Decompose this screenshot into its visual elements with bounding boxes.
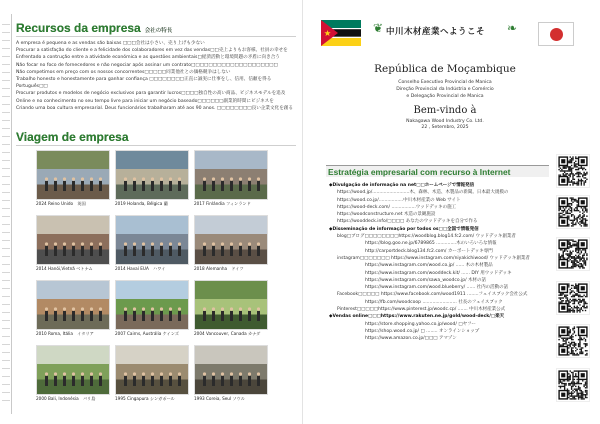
- link-row[interactable]: https://wood.jp/..........................木、森林、木造、木製品の新聞。日本最大規模の: [337, 190, 509, 196]
- divider: [16, 36, 296, 37]
- trip-photo-card: [115, 280, 189, 337]
- right-page: [309, 8, 594, 418]
- trip-photo-caption: 2017 Finlândia フィンランド: [194, 201, 251, 206]
- qr-code-icon[interactable]: [556, 281, 590, 315]
- council-line: Conselho Executivo Provincial de Manica: [398, 80, 492, 85]
- trip-photo-card: [115, 215, 189, 272]
- left-margin-marks: [2, 24, 10, 404]
- trip-photo: [36, 345, 110, 395]
- link-section-heading: ◆Divulgação de informação na net□□ホームページで情報発信: [329, 183, 475, 188]
- trip-photo-card: [194, 345, 268, 402]
- trip-photo-card: [36, 345, 110, 402]
- link-row[interactable]: https://fb.com/woodcoop ........................ 社長のフェイスブック: [365, 299, 503, 305]
- trip-photo-caption: 2004 Vancouver, Canada カナダ: [194, 331, 261, 336]
- link-section-heading: ◆Disseminação de informação por todos os□□全国で情報発信: [329, 226, 479, 232]
- welcome-block: [345, 63, 545, 130]
- left-margin-line: [11, 14, 12, 414]
- trip-photo: [36, 215, 110, 265]
- trip-photo: [194, 150, 268, 200]
- trip-photo-caption: 2018 Alemanha ドイツ: [194, 266, 244, 271]
- paragraph-line: A empresa é pequena e as vendas são baixas □□□会社は小さい、売り上げも少ない: [16, 41, 205, 46]
- link-row[interactable]: https://shop.wood.co.jp/ □ ........ オンラインショップ: [365, 328, 480, 334]
- resources-paragraph: [16, 40, 299, 112]
- link-row[interactable]: https://blog.goo.ne.jp/6789865 ..............木のいろいろな情報: [365, 241, 497, 247]
- link-row[interactable]: https://wooddeck.info/□□□□ あなたのウッドデッキを自分で作る: [337, 219, 478, 225]
- paragraph-line: Procurar produtos e modelos de negócio exclusivos para garantir lucros□□□□独自性の高い商品、ビジネスモデルを追及: [16, 91, 286, 97]
- country-name: República de Moçambique: [374, 63, 516, 75]
- paragraph-line: Não focar no foco de fornecedores e não negociar após assinar um contrato□□□□□□□□□□□□□□□□□□□□: [16, 62, 278, 68]
- trip-photo: [115, 345, 189, 395]
- link-list: [329, 182, 549, 343]
- paragraph-line: Trabalho honesto e honestamente para ganhar confiança □□□□□□□□正直に誠実に仕事をし、信用、信頼を得る: [16, 77, 272, 83]
- company-name: Nakagawa Wood Industry Co. Ltd.: [406, 119, 484, 124]
- trip-photo: [194, 280, 268, 330]
- paragraph-line: Não competimos em preço com os nossos concorrentes□□□□□同業他社との価格競争はしない: [16, 69, 231, 75]
- resources-title: Recursos da empresa: [16, 21, 141, 35]
- link-row[interactable]: https://www.instagram.com/wood.blueberry/ ...... 社内の活動の話: [365, 285, 509, 291]
- trip-photo-card: [36, 150, 110, 207]
- link-row[interactable]: https://store.shopping.yahoo.co.jp/wood/ □ヤフー: [365, 321, 476, 327]
- divider: [16, 145, 296, 146]
- trip-photo-caption: 2010 Roma, Itália イタリア: [36, 331, 94, 336]
- link-row[interactable]: blog□ブログ□□□□□□□□https://woodblog.blog14.fc2.com/ ウッドデッキ創業者: [337, 234, 516, 240]
- trip-photo-card: [115, 345, 189, 402]
- trip-photo-caption: 2014 Havaí EUA ハワイ: [115, 266, 166, 271]
- link-section-heading: ◆Vendas online□□□https://www.rakuten.ne.jp/gold/wood-deck/□楽天: [329, 314, 505, 320]
- trip-photo-caption: 2024 Reino Unido 英国: [36, 201, 86, 206]
- link-row[interactable]: https://www.instagram.com/wood.co.jp/ ...... 木の木材製品: [365, 263, 493, 269]
- section-title-trips: [16, 130, 129, 144]
- council-line: Direção Provincial da Indústria e Comércio: [396, 87, 494, 92]
- paragraph-line: Procurar a satisfação do cliente e a felicidade dos colaboradores em vez das vendas□□売上よりもお客様、社員の幸せを: [16, 48, 288, 54]
- trip-photo-caption: 2019 Holanda, Bélgica 蘭: [115, 201, 168, 206]
- trips-title: Viagem de empresa: [16, 130, 129, 144]
- trip-photo-card: [115, 150, 189, 207]
- link-row[interactable]: Facebook□□□□□ https://www.facebook.com/wood1911 ........フェイスブック会社公式: [337, 292, 528, 298]
- paragraph-line: Enfrentado a contrução entre a atividade económica e as questões ambientais□経済活動と環境問題の矛盾に向き合う: [16, 55, 280, 61]
- trip-photo-card: [194, 215, 268, 272]
- trip-photo: [194, 215, 268, 265]
- paragraph-line: Online e no conhecimento no seu tempo livre para iniciar um negócio baseado□□□□□□副業的時間にビジネスを: [16, 98, 274, 104]
- link-row[interactable]: https://wood-deck.com/ .................ウッドデッキの施工: [337, 204, 457, 210]
- link-row[interactable]: https://www.instagram.com/wooddeck.kit/ ...... DIY 用ウッドデッキ: [365, 270, 512, 276]
- trip-photo: [115, 150, 189, 200]
- trip-photo-card: [36, 280, 110, 337]
- trip-photo: [36, 280, 110, 330]
- trip-photo-caption: 1993 Coreia, Seul ソウル: [194, 396, 245, 401]
- event-date: 22 , Setembro, 2025: [421, 125, 469, 130]
- laurel-right-icon: ❧: [507, 21, 518, 35]
- link-row[interactable]: https://woodconstructure.net 木造の景観施設: [337, 212, 436, 218]
- bemvindo-heading: Bem-vindo à: [413, 105, 477, 116]
- trip-photo-caption: 2014 Hanói,Vietnã ベトナム: [36, 266, 93, 271]
- section-title-resources: [16, 21, 172, 35]
- council-line: e Delegação Provincial de Manica: [406, 94, 484, 99]
- qr-code-icon[interactable]: [556, 368, 590, 402]
- trip-photo: [115, 280, 189, 330]
- link-row[interactable]: https://www.amazon.co.jp/□□□ アマゾン: [365, 336, 457, 342]
- paragraph-line: Português□□: [16, 84, 48, 90]
- welcome-title-jp: 中川木材産業へようこそ: [386, 27, 486, 37]
- link-row[interactable]: instagram□□□□□□□ https://www.instagram.com/niyakichiwood/ ウッドデッキ創業者: [337, 255, 530, 261]
- link-row[interactable]: https://www.instagram.com/sawa_woodco.jp/ 木材の話: [365, 277, 487, 283]
- qr-code-icon[interactable]: [556, 154, 590, 188]
- qr-code-icon[interactable]: [556, 237, 590, 271]
- trip-photo-card: [36, 215, 110, 272]
- qr-code-icon[interactable]: [556, 195, 590, 229]
- trip-photo-caption: 2007 Cairns, Austrália ケインズ: [115, 331, 179, 336]
- council-text: [345, 79, 545, 100]
- strategy-title: Estratégia empresarial com recurso à Internet: [328, 167, 511, 177]
- link-row[interactable]: Pinterest□□□□□https://www.pinterest.jp/woodc.cp/ ....... 中川木材産業公式: [337, 307, 506, 313]
- trip-photo: [194, 345, 268, 395]
- resources-title-jp: 会社の特長: [144, 28, 173, 34]
- link-row[interactable]: https://wood.co.jp/.................中川木材産業の Web サイト: [337, 197, 461, 203]
- trip-photo: [115, 215, 189, 265]
- link-row[interactable]: http://carportdeck.blog134.fc2.com/ カーポートデッキ専門: [365, 248, 493, 254]
- trip-photo-card: [194, 280, 268, 337]
- trip-photo-caption: 2000 Bali, Indonésia バリ島: [36, 396, 96, 401]
- japan-flag-icon: [538, 22, 574, 46]
- laurel-left-icon: ❦: [373, 21, 384, 35]
- qr-code-icon[interactable]: [556, 324, 590, 358]
- trip-photo-caption: 1995 Cingapura シンガポール: [115, 396, 175, 401]
- strategy-header: [326, 165, 549, 177]
- trip-photo-card: [194, 150, 268, 207]
- trip-photo: [36, 150, 110, 200]
- mozambique-flag-icon: [321, 20, 361, 46]
- paragraph-line: Criando uma boa cultura empresarial. Deus funcionários trabalharam até aos 90 anos. □□□□□□□□良い企業文化を創る: [16, 105, 293, 111]
- page-spine: [302, 0, 303, 424]
